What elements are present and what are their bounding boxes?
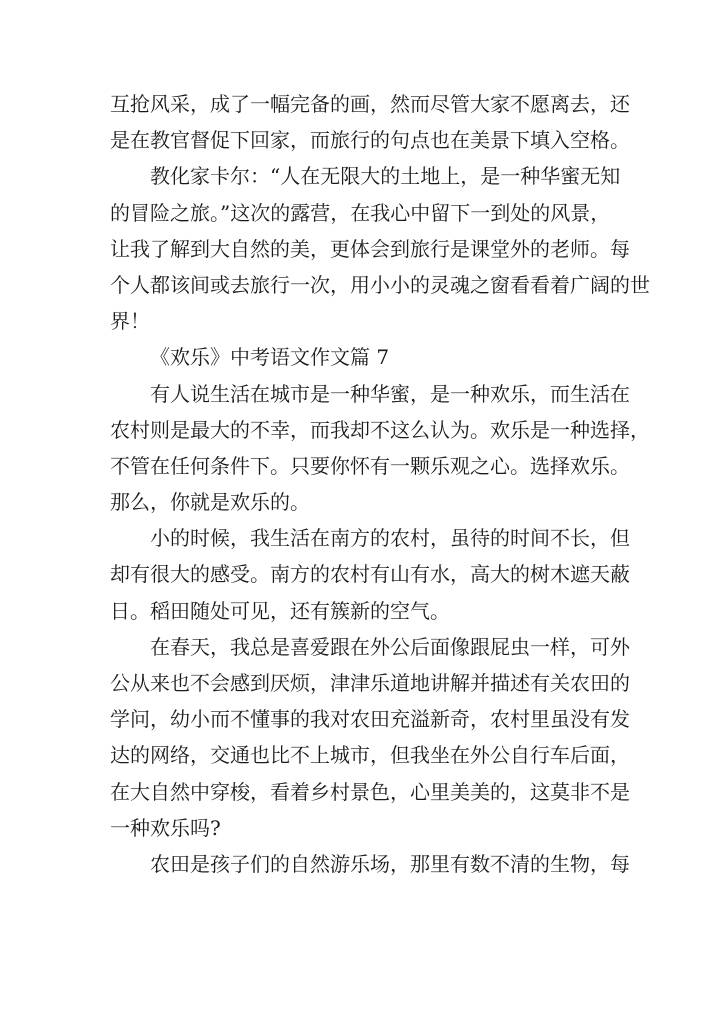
text-line: 互抢风采，成了一幅完备的画，然而尽管大家不愿离去，还: [110, 92, 630, 116]
text-line: 在大自然中穿梭，看着乡村景色，心里美美的，这莫非不是: [110, 779, 630, 804]
text-line: 学问，幼小而不懂事的我对农田充溢新奇，农村里虽没有发: [110, 707, 630, 732]
text-line: 个人都该间或去旅行一次，用小小的灵魂之窗看看着广阔的世: [110, 272, 650, 297]
text-line: 公从来也不会感到厌烦，津津乐道地讲解并描述有关农田的: [110, 671, 630, 695]
text-line: 农田是孩子们的自然游乐场，那里有数不清的生物，每: [150, 851, 630, 876]
text-line: 不管在任何条件下。只要你怀有一颗乐观之心。选择欢乐。: [110, 453, 630, 478]
text-line: 小的时候，我生活在南方的农村，虽待的时间不长，但: [150, 526, 630, 551]
section-heading: 《欢乐》中考语文作文篇 7: [150, 345, 390, 370]
text-line: 却有很大的感受。南方的农村有山有水，高大的树木遮天蔽: [110, 562, 630, 587]
text-line: 有人说生活在城市是一种华蜜，是一种欢乐，而生活在: [150, 381, 630, 406]
text-line: 是在教官督促下回家，而旅行的句点也在美景下填入空格。: [110, 128, 630, 153]
text-line: 在春天，我总是喜爱跟在外公后面像跟屁虫一样，可外: [150, 634, 630, 659]
text-line: 教化家卡尔：“人在无限大的土地上，是一种华蜜无知: [150, 164, 621, 189]
text-line: 界！: [110, 309, 150, 334]
text-line: 日。稻田随处可见，还有簇新的空气。: [110, 598, 450, 623]
text-line: 让我了解到大自然的美，更体会到旅行是课堂外的老师。每: [110, 236, 630, 261]
document-body: [110, 86, 650, 882]
text-line: 达的网络，交通也比不上城市，但我坐在外公自行车后面，: [110, 743, 630, 768]
text-line: 农村则是最大的不幸，而我却不这么认为。欢乐是一种选择，: [110, 417, 650, 442]
text-line: 那么，你就是欢乐的。: [110, 490, 310, 515]
text-line: 一种欢乐吗?: [110, 815, 221, 840]
text-line: 的冒险之旅。”这次的露营，在我心中留下一到处的风景，: [110, 200, 611, 225]
